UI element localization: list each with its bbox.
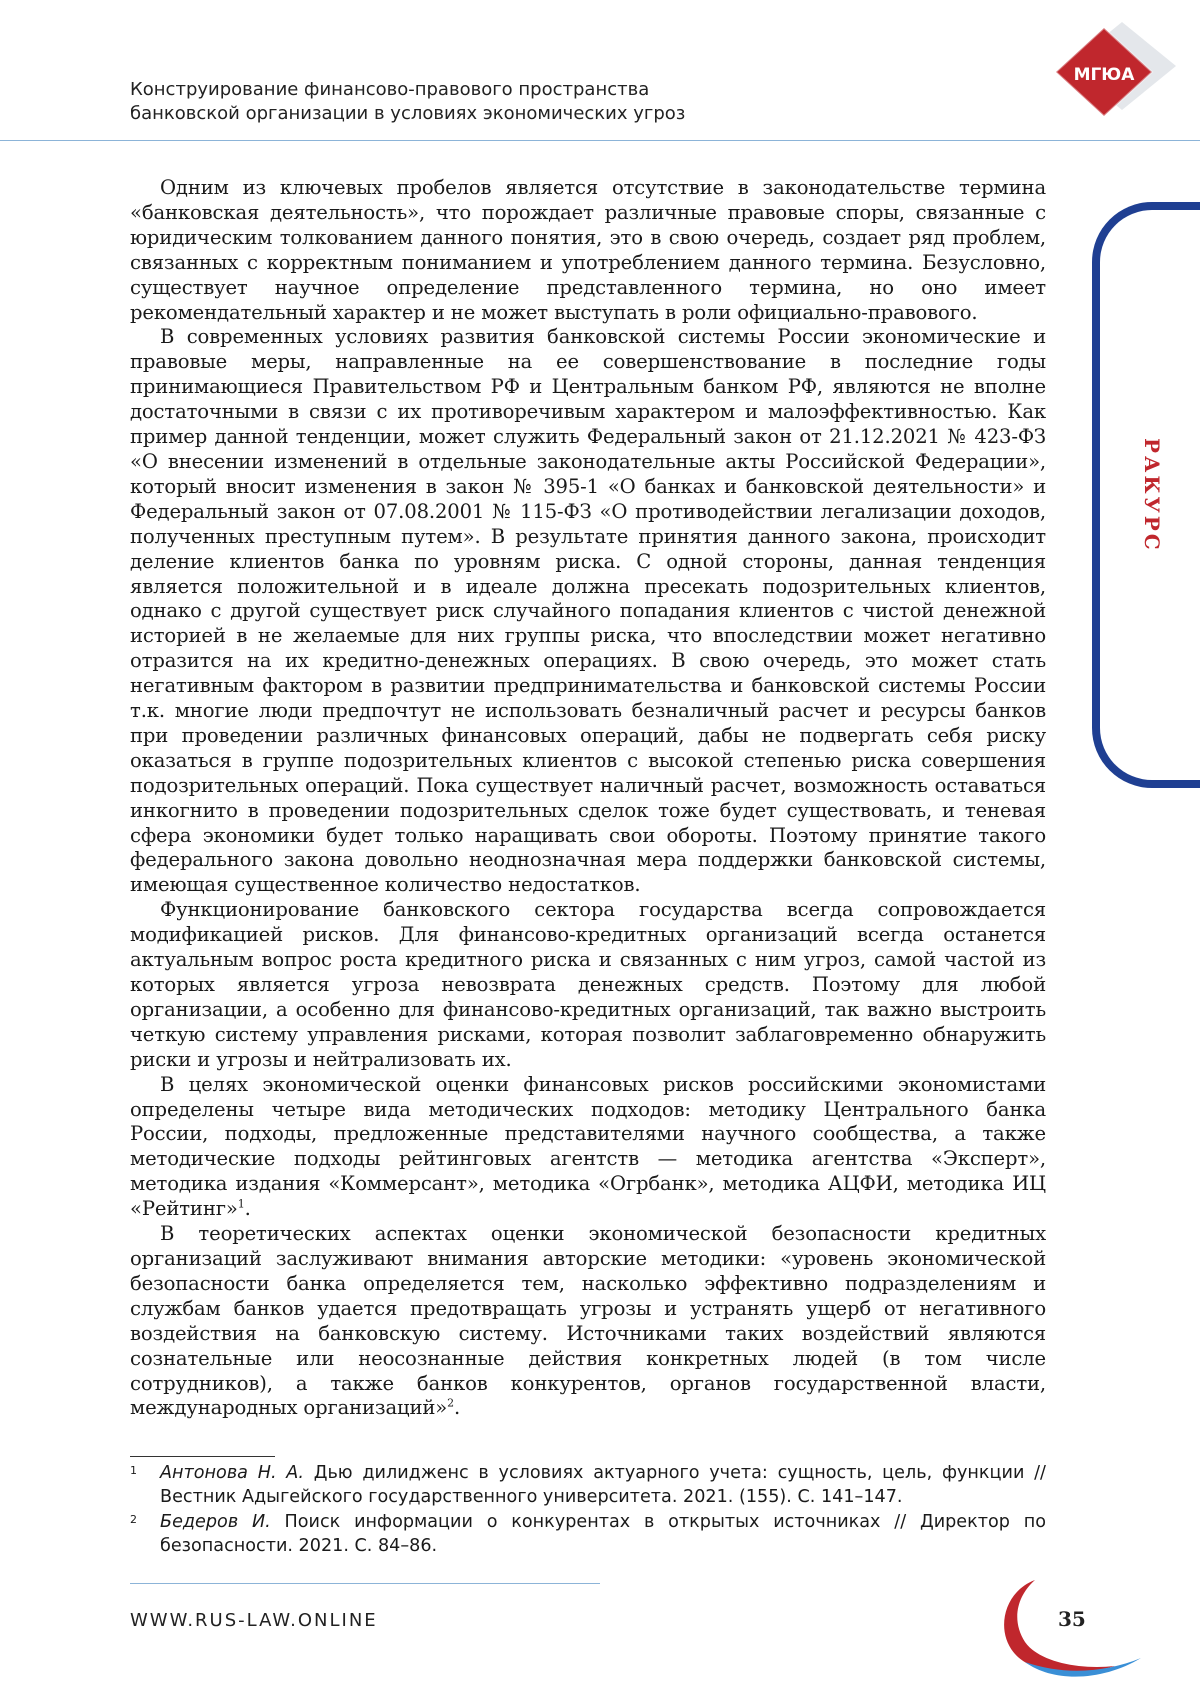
article-body: [130, 176, 1046, 1421]
footnote-ref-1[interactable]: 1: [238, 1198, 245, 1211]
footnote-number: 1: [130, 1459, 137, 1483]
mgua-diamond-logo-icon: [1040, 20, 1180, 120]
footnote-text: Дью дилидженс в условиях актуарного учета: сущность, цель, функции // Вестник Адыгейского государственного университета. 2021. (155). С. 141–147.: [160, 1463, 1046, 1507]
paragraph-5: В теоретических аспектах оценки экономической безопасности кредитных организаций заслуживают внимания авторские методики: «уровень экономической безопасности банка определяется тем, насколько эффективно подразделениям и службам банков удается предотвращать угрозы и устранять ущерб от негативного воздействия на банковскую систему. Источниками таких воздействий являются сознательные или неосознанные действия конкретных людей (в том числе сотрудников), а также банков конкурентов, органов государственной власти, международных организаций»2.: [130, 1222, 1046, 1421]
running-header-line-1: Конструирование финансово-правового пространства: [130, 78, 950, 102]
footnote-author: Бедеров И.: [160, 1512, 271, 1532]
footnote-1: [130, 1462, 1046, 1509]
footnote-author: Антонова Н. А.: [160, 1463, 304, 1483]
running-header-line-2: банковской организации в условиях экономических угроз: [130, 102, 950, 126]
footnote-text: Поиск информации о конкурентах в открытых источниках // Директор по безопасности. 2021. С. 84–86.: [160, 1512, 1046, 1556]
footnotes: [130, 1462, 1046, 1560]
header-divider: [0, 140, 1200, 141]
section-side-label: РАКУРС: [1140, 438, 1164, 553]
logo-text: МГЮА: [1074, 65, 1136, 85]
footnote-ref-2[interactable]: 2: [447, 1397, 454, 1410]
page-number: 35: [1058, 1607, 1086, 1631]
footnote-divider: [130, 1456, 275, 1457]
site-url-link[interactable]: WWW.RUS-LAW.ONLINE: [130, 1610, 378, 1631]
paragraph-2: В современных условиях развития банковской системы России экономические и правовые меры, направленные на ее совершенствование в последние годы принимающиеся Правительством РФ и Центральным банком РФ, являются не вполне достаточными в связи с их противоречивым характером и малоэффективностью. Как пример данной тенденции, может служить Федеральный закон от 21.12.2021 № 423-ФЗ «О внесении изменений в отдельные законодательные акты Российской Федерации», который вносит изменения в закон № 395-1 «О банках и банковской деятельности» и Федеральный закон от 07.08.2001 № 115-ФЗ «О противодействии легализации доходов, полученных преступным путем». В результате принятия данного закона, происходит деление клиентов банка по уровням риска. С одной стороны, данная тенденция является положительной и в идеале должна пресекать подозрительных клиентов, однако с другой существует риск случайного попадания клиентов с чистой денежной историей в не желаемые для них группы риска, что впоследствии может негативно отразится на их кредитно-денежных операциях. В свою очередь, это может стать негативным фактором в развитии предпринимательства и банковской системы России т.к. многие люди предпочтут не использовать безналичный расчет и ресурсы банков при проведении различных финансовых операций, дабы не подвергать себя риску оказаться в группе подозрительных клиентов с высокой степенью риска совершения подозрительных операций. Пока существует наличный расчет, возможность оставаться инкогнито в проведении подозрительных сделок тоже будет существовать, и теневая сфера экономики будет только наращивать свои обороты. Поэтому принятие такого федерального закона довольно неоднозначная мера поддержки банковской системы, имеющая существенное количество недостатков.: [130, 325, 1046, 898]
footnote-number: 2: [130, 1508, 137, 1532]
footnote-2: [130, 1511, 1046, 1558]
paragraph-4: В целях экономической оценки финансовых рисков российскими экономистами определены четыре вида методических подходов: методику Центрального банка России, подходы, предложенные представителями научного сообщества, а также методические подходы рейтинговых агентств — методика агентства «Эксперт», методика издания «Коммерсант», методика «Огрбанк», методика АЦФИ, методика ИЦ «Рейтинг»1.: [130, 1073, 1046, 1222]
footer-divider: [130, 1583, 600, 1584]
paragraph-3: Функционирование банковского сектора государства всегда сопровождается модификацией рисков. Для финансово-кредитных организаций всегда останется актуальным вопрос роста кредитного риска и связанных с ним угроз, самой частой из которых является угроза невозврата денежных средств. Поэтому для любой организации, а особенно для финансово-кредитных организаций, так важно выстроить четкую систему управления рисками, которая позволит заблаговременно обнаружить риски и угрозы и нейтрализовать их.: [130, 898, 1046, 1072]
running-header: [130, 78, 950, 126]
paragraph-1: Одним из ключевых пробелов является отсутствие в законодательстве термина «банковская деятельность», что порождает различные правовые споры, связанные с юридическим толкованием данного понятия, это в свою очередь, создает ряд проблем, связанных с корректным пониманием и употреблением данного термина. Безусловно, существует научное определение представленного термина, но оно имеет рекомендательный характер и не может выступать в роли официально-правового.: [130, 176, 1046, 325]
